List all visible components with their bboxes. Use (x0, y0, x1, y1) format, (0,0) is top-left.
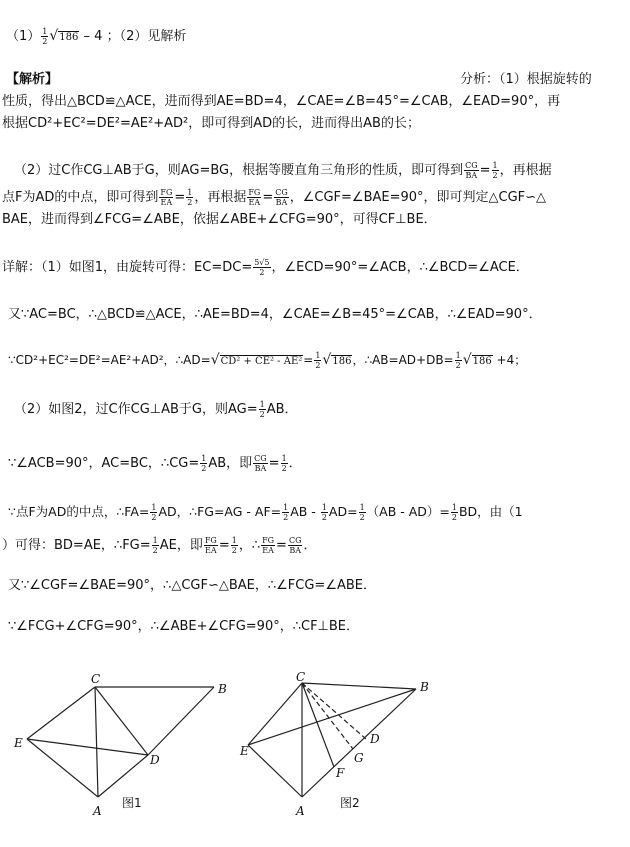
fig2-label-g: G (354, 751, 364, 765)
figure-2-labels (239, 670, 429, 818)
analysis-header: 【解析】 (6, 72, 59, 87)
fig1-label-d: D (150, 753, 160, 767)
answer-tail: – 4 ；（2）见解析 (83, 29, 187, 44)
detail-line-2: 又∵AC=BC，∴△BCD≌△ACE，∴AE=BD=4，∠CAE=∠B=45°=∠CAB，∴∠EAD=90°． (8, 307, 542, 322)
answer-line (6, 26, 630, 48)
fig2-label-a: A (296, 804, 305, 818)
fig2-label-d: D (370, 732, 380, 746)
fig2-label-c: C (296, 670, 306, 684)
fig2-caption: 图2 (340, 796, 360, 810)
analysis-line-4: 点F为AD的中点，即可得到 $\frac{FG}{EA}$ = $\frac{1}{2}$ ，再根据 $\frac{FG}{EA}$ = $\frac{CG}{BA}$ ，∠CGF=∠BAE=90°，即可判定△CGF∽△ (2, 188, 547, 207)
fig1-label-e: E (14, 736, 23, 750)
fig1-label-c: C (91, 672, 101, 686)
fig2-label-b: B (420, 680, 429, 694)
detail-line-9: ∵∠FCG+∠CFG=90°，∴∠ABE+∠CFG=90°，∴CF⊥BE． (8, 619, 360, 634)
figure-1 (27, 687, 214, 797)
detail-line-5: ∵∠ACB=90°，AC=BC，∴CG= $\frac{1}{2}$ AB，即 $\frac{CG}{BA}$ = $\frac{1}{2}$ ． (8, 454, 302, 473)
analysis-line-5: BAE，进而得到∠FCG=∠ABE，依据∠ABE+∠CFG=90°，可得CF⊥BE． (2, 212, 437, 227)
figure-2 (248, 683, 416, 797)
fig1-label-b: B (218, 682, 227, 696)
fig1-label-a: A (93, 804, 102, 818)
detail-line-6: ∵点F为AD的中点，∴FA= $\frac{1}{2}$ AD，∴FG=AG - AF= $\frac{1}{2}$ AB - $\frac{1}{2}$ AD= $\frac{1}{2}$ （AB - AD）= $\frac{1}{2}$ BD，由（1 (8, 503, 523, 522)
analysis-line-1: 性质，得出△BCD≌△ACE，进而得到AE=BD=4，∠CAE=∠B=45°=∠CAB，∠EAD=90°，再 (2, 94, 561, 109)
answer-sqrt: √186 (49, 28, 79, 44)
detail-line-1: 详解：（1）如图1，由旋转可得：EC=DC= $\frac{5√5}{2}$ ，∠ECD=90°=∠ACB，∴∠BCD=∠ACE． (2, 258, 529, 277)
analysis-intro: 分析：（1）根据旋转的 (460, 72, 592, 87)
detail-line-4: （2）如图2，过C作CG⊥AB于G，则AG= $\frac{1}{2}$ AB． (14, 400, 298, 419)
detail-line-3: ∵CD²+EC²=DE²=AE²+AD²，∴AD=√CD² + CE² - AE²= $\frac{1}{2}$ √186，∴AB=AD+DB= $\frac{1}{2}$ √186 +4； (8, 351, 527, 370)
detail-line-7: ）可得：BD=AE，∴FG= $\frac{1}{2}$ AE，即 $\frac{FG}{EA}$ = $\frac{1}{2}$ ，∴ $\frac{FG}{EA}$ = $\frac{CG}{BA}$ ． (2, 536, 317, 555)
answer-fraction: $\frac{1}{2}$ (42, 27, 48, 46)
fig2-label-f: F (336, 766, 345, 780)
answer-part1-label: （1） (6, 29, 41, 44)
fig1-caption: 图1 (122, 796, 142, 810)
fig2-label-e: E (240, 744, 249, 758)
detail-line-8: 又∵∠CGF=∠BAE=90°，∴△CGF∽△BAE，∴∠FCG=∠ABE． (8, 578, 376, 593)
analysis-line-3: （2）过C作CG⊥AB于G，则AG=BG，根据等腰直角三角形的性质，即可得到 $\frac{CG}{BA}$ = $\frac{1}{2}$ ，再根据 (14, 161, 552, 180)
figures (0, 667, 630, 847)
analysis-line-2: 根据CD²+EC²=DE²=AE²+AD²，即可得到AD的长，进而得出AB的长； (2, 116, 420, 131)
figure-1-labels (13, 672, 227, 818)
